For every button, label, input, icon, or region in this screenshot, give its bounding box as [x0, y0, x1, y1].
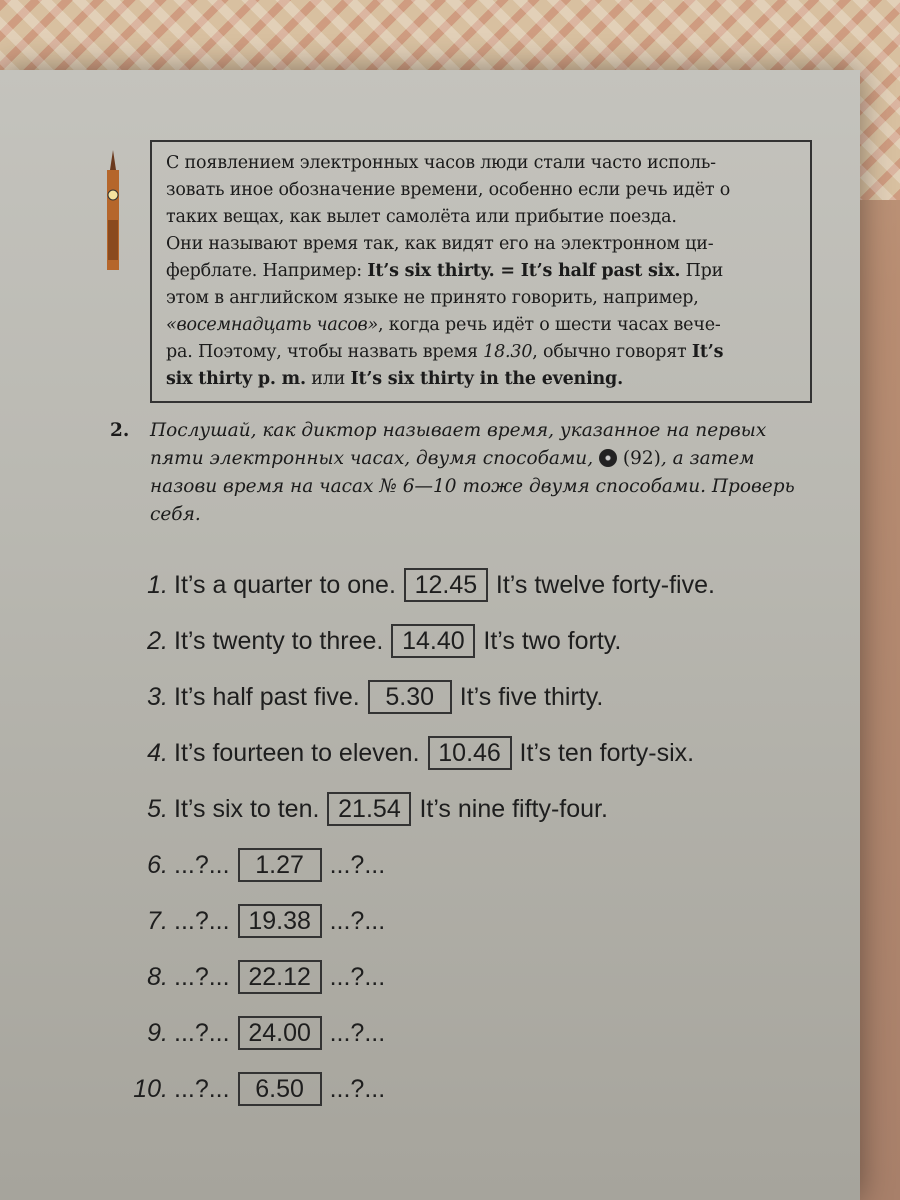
example-bold: six thirty p. m.: [166, 369, 306, 389]
audio-disc-icon: [599, 449, 617, 467]
item-digital-phrase: It’s twelve forty-five.: [495, 571, 715, 599]
item-digital-phrase: ...?...: [329, 963, 386, 991]
exercise-item: [130, 893, 820, 949]
exercise-item: [130, 1005, 820, 1061]
item-phrase: ...?...: [174, 1019, 230, 1047]
item-number: 7.: [147, 907, 168, 935]
item-digital-phrase: It’s five thirty.: [459, 683, 604, 711]
digital-time-box: 5.30: [368, 680, 452, 714]
item-number: 1.: [147, 571, 168, 599]
info-line: [166, 258, 796, 285]
item-phrase: It’s a quarter to one.: [174, 571, 396, 599]
item-number: 2.: [147, 627, 168, 655]
exercise-item: [130, 613, 820, 669]
info-text: или: [305, 369, 351, 389]
exercise-item: [130, 949, 820, 1005]
digital-time-box: 10.46: [428, 736, 512, 770]
item-number: 5.: [147, 795, 168, 823]
item-phrase: ...?...: [174, 963, 230, 991]
example-bold: It’s: [691, 342, 724, 362]
info-line: [166, 312, 796, 339]
item-phrase: ...?...: [174, 907, 230, 935]
exercise-item: [130, 557, 820, 613]
info-text: При: [680, 261, 724, 281]
example-italic: «восемнадцать часов»: [166, 315, 379, 335]
item-digital-phrase: ...?...: [329, 907, 386, 935]
digital-time-box: 12.45: [404, 568, 488, 602]
item-phrase: It’s six to ten.: [174, 795, 320, 823]
exercise-item: [130, 725, 820, 781]
item-digital-phrase: It’s ten forty-six.: [519, 739, 695, 767]
item-phrase: ...?...: [174, 1075, 230, 1103]
item-number: 8.: [147, 963, 168, 991]
info-line: Они называют время так, как видят его на электронном ци-: [166, 234, 714, 254]
digital-time-box: 22.12: [238, 960, 322, 994]
instruction-text: Послушай, как диктор называет время, указанное на первых пяти электронных часах, двумя способами,: [150, 420, 767, 469]
item-number: 6.: [147, 851, 168, 879]
big-ben-icon: [100, 150, 126, 270]
info-text: ферблате. Например:: [166, 261, 368, 281]
exercise-item: [130, 669, 820, 725]
exercise-item: [130, 781, 820, 837]
digital-time-box: 14.40: [391, 624, 475, 658]
item-number: 9.: [147, 1019, 168, 1047]
item-number: 3.: [147, 683, 168, 711]
digital-time-box: 24.00: [238, 1016, 322, 1050]
digital-time-box: 19.38: [238, 904, 322, 938]
digital-time-box: 6.50: [238, 1072, 322, 1106]
item-digital-phrase: It’s nine fifty-four.: [419, 795, 608, 823]
textbook-page: [0, 70, 860, 1200]
info-line: таких вещах, как вылет самолёта или прибытие поезда.: [166, 207, 677, 227]
item-digital-phrase: ...?...: [329, 1075, 386, 1103]
info-line: этом в английском языке не принято говорить, например,: [166, 288, 699, 308]
instruction-text: , а затем назови время на часах № 6—10 тоже двумя способами. Проверь себя.: [150, 448, 795, 525]
item-digital-phrase: It’s two forty.: [483, 627, 622, 655]
exercise-number: 2.: [110, 420, 130, 441]
item-phrase: It’s fourteen to eleven.: [174, 739, 420, 767]
item-digital-phrase: ...?...: [329, 851, 386, 879]
digital-time-box: 1.27: [238, 848, 322, 882]
info-box: [150, 140, 812, 403]
info-text: ра. Поэтому, чтобы назвать время: [166, 342, 484, 362]
digital-time-box: 21.54: [327, 792, 411, 826]
exercise-item: [130, 837, 820, 893]
item-number: 10.: [133, 1075, 168, 1103]
exercise-items: [130, 557, 820, 1117]
info-line: [166, 339, 796, 366]
item-digital-phrase: ...?...: [329, 1019, 386, 1047]
item-phrase: It’s twenty to three.: [174, 627, 384, 655]
info-line: [166, 366, 796, 393]
example-bold: It’s six thirty in the evening.: [350, 369, 623, 389]
item-number: 4.: [147, 739, 168, 767]
info-text: , обычно говорят: [532, 342, 692, 362]
time-italic: 18.30: [483, 342, 533, 362]
example-bold: It’s six thirty. = It’s half past six.: [367, 261, 681, 281]
exercise-instructions: [100, 417, 800, 529]
info-line: С появлением электронных часов люди стали часто исполь-: [166, 153, 716, 173]
info-line: зовать иное обозначение времени, особенно если речь идёт о: [166, 180, 731, 200]
item-phrase: It’s half past five.: [174, 683, 360, 711]
exercise-item: [130, 1061, 820, 1117]
item-phrase: ...?...: [174, 851, 230, 879]
info-text: , когда речь идёт о шести часах вече-: [378, 315, 721, 335]
audio-track-ref: (92): [622, 448, 661, 469]
